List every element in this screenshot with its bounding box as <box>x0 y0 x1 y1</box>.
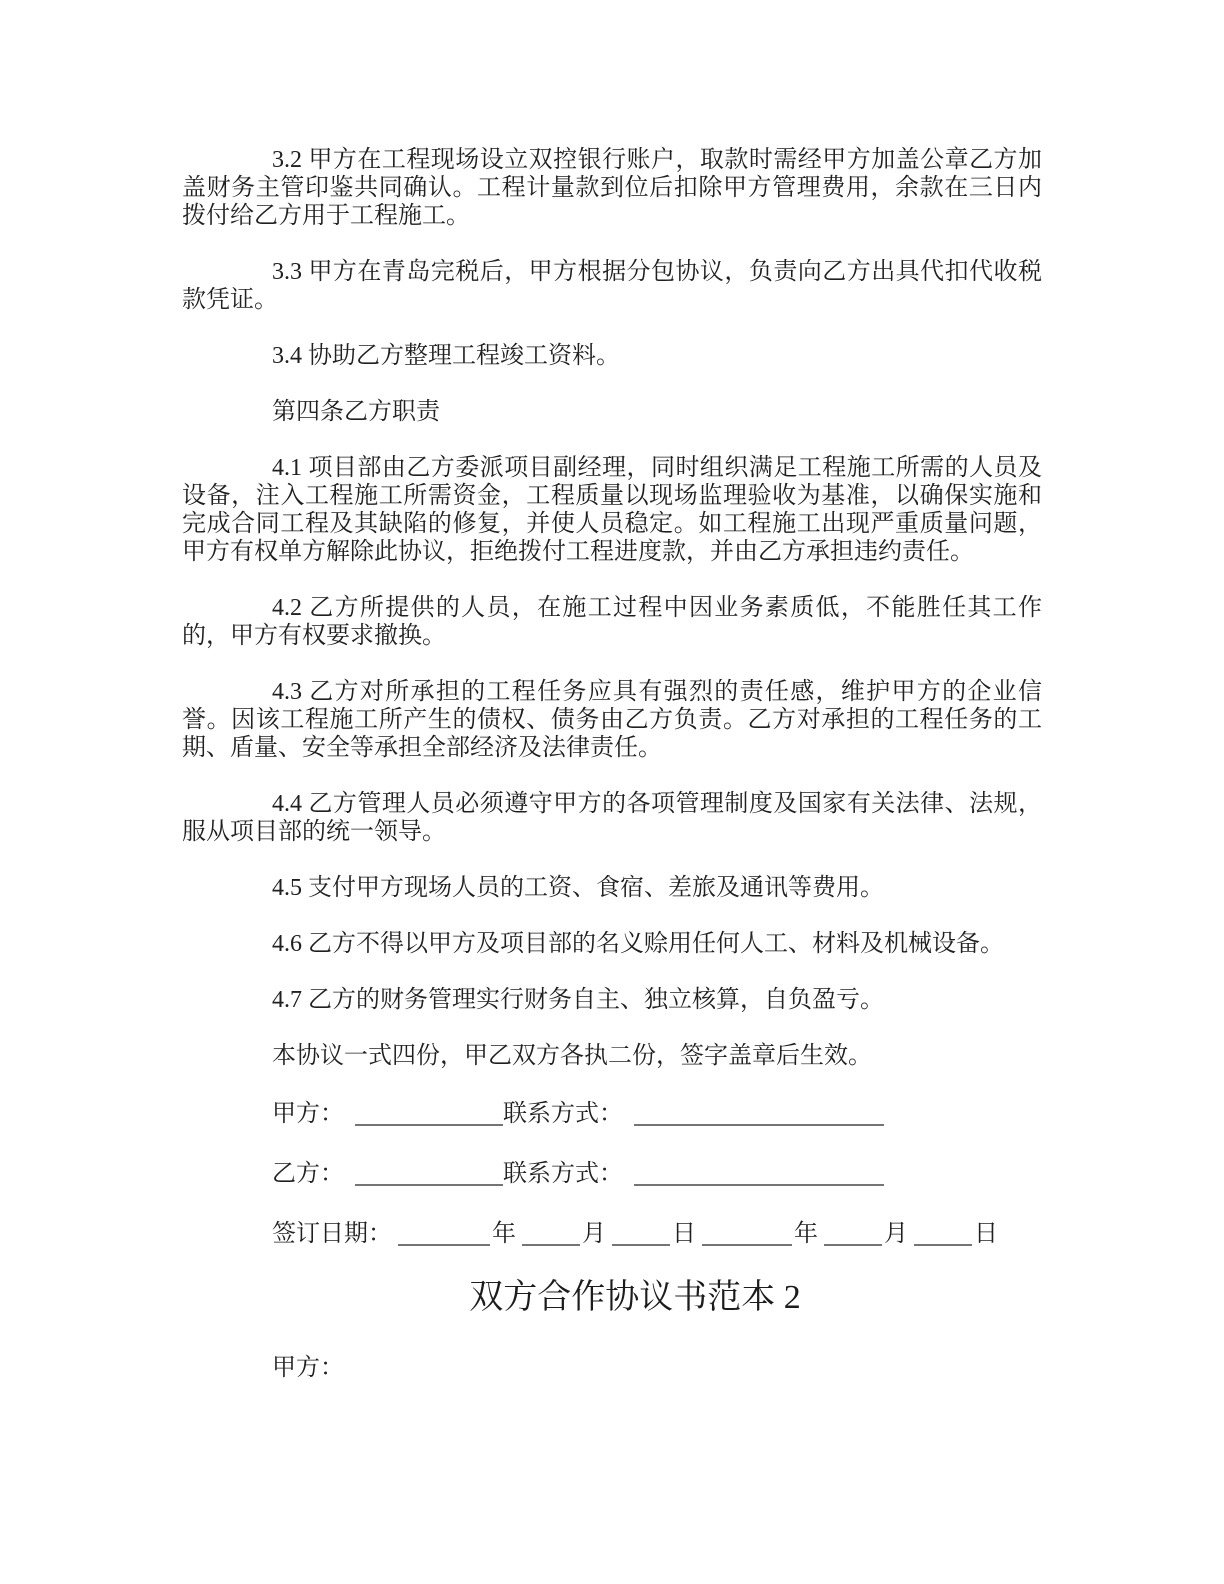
party-a-signature-row <box>182 1098 1042 1128</box>
paragraph-4-7: 4.7 乙方的财务管理实行财务自主、独立核算，自负盈亏。 <box>272 987 884 1013</box>
paragraph-4-1: 4.1 项目部由乙方委派项目副经理，同时组织满足工程施工所需的人员及设备，注入工程施工所需资金，工程质量以现场监理验收为基准，以确保实施和完成合同工程及其缺陷的修复，并使人员稳定。如工程施工出现严重质量问题，甲方有权单方解除此协议，拒绝拨付工程进度款，并由乙方承担违约责任。 <box>182 455 1042 565</box>
next-party-a-label: 甲方： <box>272 1355 344 1381</box>
paragraph-copies: 本协议一式四份，甲乙双方各执二份，签字盖章后生效。 <box>272 1043 872 1069</box>
year-blank-line <box>398 1218 490 1246</box>
day-blank-line-2 <box>914 1218 972 1246</box>
party-a-label: 甲方： <box>272 1101 344 1127</box>
party-b-contact-blank-line <box>634 1158 884 1186</box>
year-blank-line-2 <box>702 1218 792 1246</box>
month-label-2: 月 <box>884 1221 908 1247</box>
month-blank-line <box>522 1218 580 1246</box>
paragraph-4-6: 4.6 乙方不得以甲方及项目部的名义赊用任何人工、材料及机械设备。 <box>272 931 1004 957</box>
month-label: 月 <box>582 1221 606 1247</box>
signing-date-row <box>182 1218 1042 1248</box>
party-b-signature-row <box>182 1158 1042 1188</box>
next-template-title: 双方合作协议书范本 2 <box>469 1279 801 1316</box>
year-label: 年 <box>492 1221 516 1247</box>
paragraph-3-4: 3.4 协助乙方整理工程竣工资料。 <box>272 343 620 369</box>
day-label-2: 日 <box>974 1221 998 1247</box>
paragraph-4-4: 4.4 乙方管理人员必须遵守甲方的各项管理制度及国家有关法律、法规，服从项目部的统一领导。 <box>182 791 1042 845</box>
party-b-name-blank-line <box>355 1158 503 1186</box>
paragraph-3-2: 3.2 甲方在工程现场设立双控银行账户，取款时需经甲方加盖公章乙方加盖财务主管印鉴共同确认。工程计量款到位后扣除甲方管理费用，余款在三日内拨付给乙方用于工程施工。 <box>182 147 1042 229</box>
party-a-name-blank-line <box>355 1098 503 1126</box>
year-label-2: 年 <box>794 1221 818 1247</box>
day-label: 日 <box>672 1221 696 1247</box>
party-b-label: 乙方： <box>272 1161 344 1187</box>
article-4-heading: 第四条乙方职责 <box>272 399 440 425</box>
day-blank-line <box>612 1218 670 1246</box>
party-a-contact-blank-line <box>634 1098 884 1126</box>
paragraph-4-2: 4.2 乙方所提供的人员，在施工过程中因业务素质低，不能胜任其工作的，甲方有权要求撤换。 <box>182 595 1042 649</box>
signing-date-label: 签订日期： <box>272 1221 392 1247</box>
paragraph-4-3: 4.3 乙方对所承担的工程任务应具有强烈的责任感，维护甲方的企业信誉。因该工程施工所产生的债权、债务由乙方负责。乙方对承担的工程任务的工期、盾量、安全等承担全部经济及法律责任。 <box>182 679 1042 761</box>
party-b-contact-label: 联系方式： <box>503 1161 623 1187</box>
month-blank-line-2 <box>824 1218 882 1246</box>
paragraph-4-5: 4.5 支付甲方现场人员的工资、食宿、差旅及通讯等费用。 <box>272 875 884 901</box>
paragraph-3-3: 3.3 甲方在青岛完税后，甲方根据分包协议，负责向乙方出具代扣代收税款凭证。 <box>182 259 1042 313</box>
party-a-contact-label: 联系方式： <box>503 1101 623 1127</box>
